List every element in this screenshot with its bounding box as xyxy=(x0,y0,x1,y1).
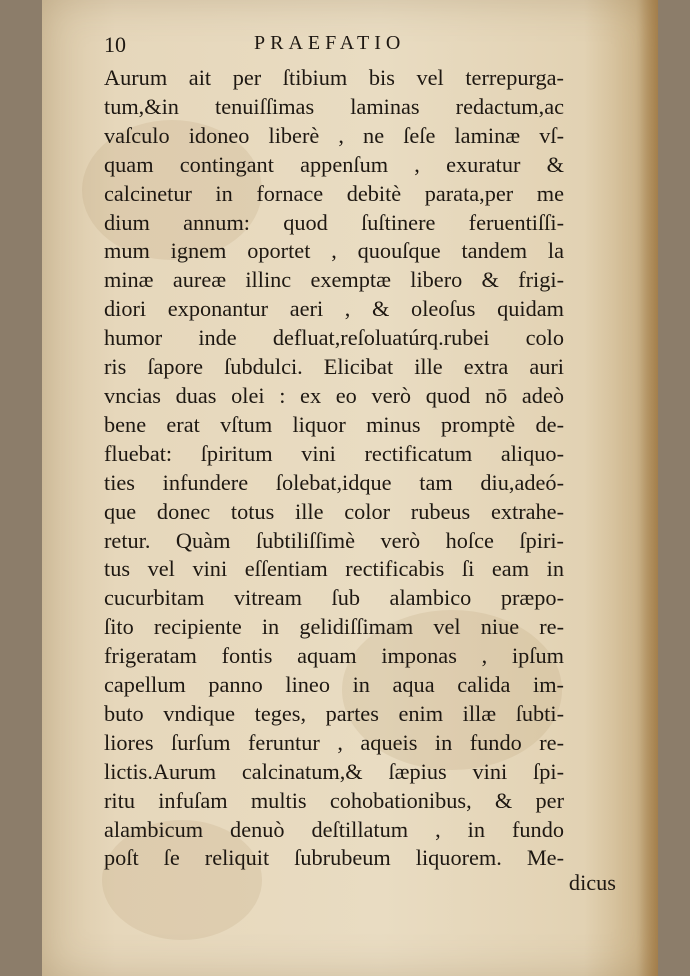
text-line: ſito recipiente in gelidiſſimam vel niue re- xyxy=(104,614,564,640)
text-line: ris ſapore ſubdulci. Elicibat ille extra auri xyxy=(104,354,564,380)
page-number: 10 xyxy=(104,32,126,57)
text-line: Aurum ait per ſtibium bis vel terrepurga- xyxy=(104,65,564,90)
text-line: diori exponantur aeri , & oleoſus quidam xyxy=(104,296,564,322)
text-line: quam contingant appenſum , exuratur & xyxy=(104,151,564,177)
text-line: dium annum: quod ſuſtinere feruentiſſi- xyxy=(104,209,564,235)
text-line: calcinetur in fornace debitè parata,per me xyxy=(104,180,564,206)
text-line: frigeratam fontis aquam imponas , ipſum xyxy=(104,643,564,669)
text-line: capellum panno lineo in aqua calida im- xyxy=(104,672,564,698)
text-line: tum,&in tenuiſſimas laminas redactum,ac xyxy=(104,93,564,119)
text-line: retur. Quàm ſubtiliſſimè verò hoſce ſpiri- xyxy=(104,527,564,553)
text-line: minæ aureæ illinc exemptæ libero & frigi- xyxy=(104,267,564,293)
text-line: vaſculo idoneo liberè , ne ſeſe laminæ vſ- xyxy=(104,122,564,148)
running-head: PRAEFATIO xyxy=(254,32,406,54)
text-line: alambicum denuò deſtillatum , in fundo xyxy=(104,816,564,842)
text-line: ritu infuſam multis cohobationibus, & per xyxy=(104,787,564,813)
text-line: liores ſurſum feruntur , aqueis in fundo re- xyxy=(104,729,564,755)
text-line: buto vndique teges, partes enim illæ ſubti- xyxy=(104,700,564,726)
text-line: que donec totus ille color rubeus extrahe- xyxy=(104,498,564,524)
text-line: humor inde defluat,reſoluatúrq.rubei colo xyxy=(104,325,564,351)
text-line: vncias duas olei : ex eo verò quod nō adeò xyxy=(104,382,564,408)
page-header xyxy=(104,32,554,60)
text-line: mum ignem oportet , quouſque tandem la xyxy=(104,238,564,264)
page-edge-shadow xyxy=(636,0,658,976)
text-line: fluebat: ſpiritum vini rectificatum aliquo- xyxy=(104,440,564,466)
body-text xyxy=(104,64,564,873)
text-line: bene erat vſtum liquor minus promptè de- xyxy=(104,411,564,437)
text-line: ties infundere ſolebat,idque tam diu,adeó- xyxy=(104,469,564,495)
catchword: dicus xyxy=(568,870,616,895)
text-line: poſt ſe reliquit ſubrubeum liquorem. Me- xyxy=(104,845,564,871)
text-line: cucurbitam vitream ſub alambico præpo- xyxy=(104,585,564,611)
text-line: tus vel vini eſſentiam rectificabis ſi eam in xyxy=(104,556,564,582)
text-line: lictis.Aurum calcinatum,& ſæpius vini ſpi- xyxy=(104,758,564,784)
